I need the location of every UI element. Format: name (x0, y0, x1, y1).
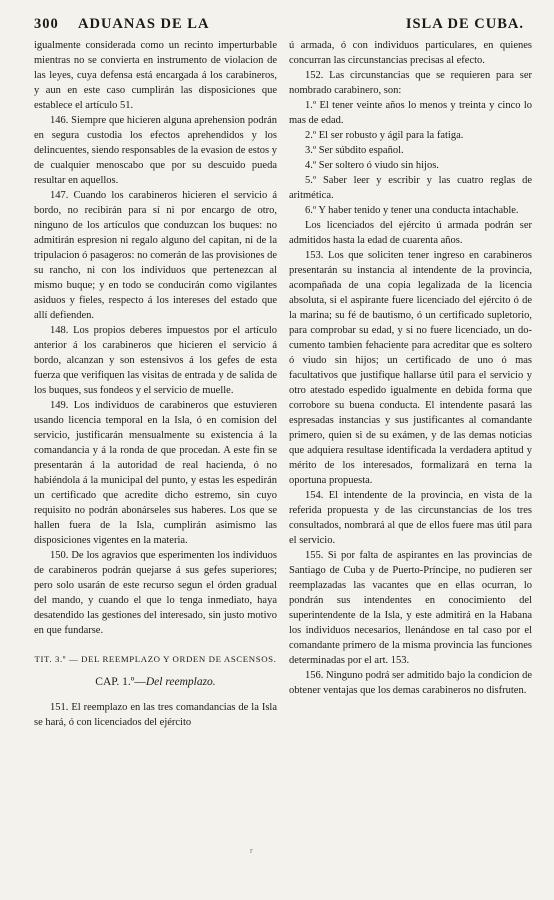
requirement-item: 2.º El ser robusto y ágil para la fatiga. (305, 130, 464, 141)
chapter-number: CAP. 1.º— (95, 676, 146, 688)
chapter-name: Del reemplazo. (145, 676, 216, 688)
right-column (289, 38, 532, 730)
article-156: 156. Ninguno podrá ser admitido bajo la condicion de obtener ventajas que los demas carabineros no disfruten. (289, 670, 532, 696)
title-heading: TIT. 3.º — DEL REEMPLAZO Y ORDEN DE ASCENSOS. (34, 654, 277, 664)
article-146: 146. Siempre que hicieren alguna aprehension podrán en segura custodia los efectos aprehendidos y los delincuentes, siendo responsables de la evasion de estos y de cualquier menoscabo que por su descuido pueda resultar en aquellos. (34, 115, 277, 186)
article-149: 149. Los individuos de carabineros que estuvieren usando licencia temporal en la Isla, ó en comision del servicio, justificarán mensualmente su existencia á la comandancia y á la ronda de que procedan. A este fin se presentarán á la autoridad de real hacienda, ó no habiéndola á la municipal del punto, y estas les espedirán un certificado que acredite dicho estremo, sin cuyo requisito no podrán abonárseles sus haberes. Los que se hallen fuera de la Isla, cumplirán asimismo las disposiciones vigentes en la materia. (34, 400, 277, 546)
chapter-heading (34, 675, 277, 690)
requirement-item: 1.º El tener veinte años lo menos y treinta y cinco lo mas de edad. (289, 100, 532, 126)
article-147: 147. Cuando los carabineros hicieren el servicio á bordo, no recibirán para sí ni por encargo de otro, ninguno de los artículos que conduzcan los buques: no admitirán espresion ni regalo alguno del capitan, ni de la tripulacion ó pasageros: no comerán de las provisiones de su rancho, ni con los individuos que pertenezcan al mismo buque; y en todo se conducirán como vigilantes asiduos y fieles, respecto á los intereses del estado que allí defienden. (34, 190, 277, 321)
article-154: 154. El intendente de la provincia, en vista de la referida propuesta y de las circunstancias de los tres consultados, nombrará al que de ellos fuere mas útil para el servicio. (289, 490, 532, 546)
licensed-paragraph: Los licenciados del ejército ú armada podrán ser admitidos hasta la edad de cuarenta años. (289, 220, 532, 246)
requirement-item: 5.º Saber leer y escribir y las cuatro reglas de aritmética. (289, 175, 532, 201)
left-column (34, 38, 277, 730)
paragraph-continued: igualmente considerada como un recinto imperturbable mientras no se convierta en instrumento de violacion de las leyes, cuya defensa está encargada á los carabineros, y aun en este caso cumplirán las disposiciones que establece el artículo 51. (34, 40, 277, 111)
requirement-item: 3.º Ser súbdito español. (305, 145, 404, 156)
requirement-item: 4.º Ser soltero ó viudo sin hijos. (305, 160, 439, 171)
footer-mark: r (250, 846, 253, 855)
article-153: 153. Los que soliciten tener ingreso en carabineros presentarán su instancia al intendente de la provincia, acompañada de una copia legalizada de la licencia absoluta, si el aspirante fuere licenciado del ejército ó de la marina; su fé de bautismo, ó un certificado supletorio, para comprobar su edad, y si no fuere licenciado, un documento tambien fehaciente para acreditar que es soltero ó viudo sin hijos; un certificado de uno ó mas facultativos que justifique hallarse útil para el servicio y otro atestado espedido igualmente en debida forma que corrobore su buena conducta. El intendente pasará las espresadas instancias y sus justificantes al comandante primero, quien si de su exámen, y de las demas noticias que adquiera resultase identificada la verdadera aptitud y mérito de los interesados, formalizará en terna la oportuna propuesta. (289, 250, 532, 486)
article-155: 155. Si por falta de aspirantes en las provincias de Santiago de Cuba y de Puerto-Príncipe, no pudieren ser reemplazadas las vacantes que en ellas ocurran, lo pondrán sus intendentes en conocimiento del superintendente de la Isla, y este admitirá en la Habana los individuos necesarios, llenándose en tal caso por el comandante primero de la misma provincia las funciones determinadas por el art. 153. (289, 550, 532, 666)
running-title-left: ADUANAS DE LA (78, 16, 210, 32)
article-150: 150. De los agravios que esperimenten los individuos de carabineros podrán quejarse á sus gefes superiores; pero solo usarán de este recurso segun el órden gradual del mando, y cuando el que lo tenga inmediato, haya desatendido las gestiones del interesado, sin justo motivo en que fundarse. (34, 550, 277, 636)
requirement-item: 6.º Y haber tenido y tener una conducta intachable. (305, 205, 519, 216)
page-header (34, 14, 532, 36)
paragraph-continued: ú armada, ó con individuos particulares, en quienes concurran las circunstancias precisas al efecto. (289, 40, 532, 66)
article-148: 148. Los propios deberes impuestos por el artículo anterior á los carabineros que hicieren el servicio á bordo, alcanzan y son estensivos á los gefes de esta fuerza que verifiquen las visitas de entrada y de salida de los buques, sus fondeos y el servicio de muelle. (34, 325, 277, 396)
article-152: 152. Las circunstancias que se requieren para ser nombrado carabinero, son: (289, 70, 532, 96)
page-number: 300 (34, 16, 59, 32)
article-151: 151. El reemplazo en las tres comandancias de la Isla se hará, ó con licenciados del ejército (34, 702, 277, 728)
running-title-right: ISLA DE CUBA. (405, 16, 524, 32)
